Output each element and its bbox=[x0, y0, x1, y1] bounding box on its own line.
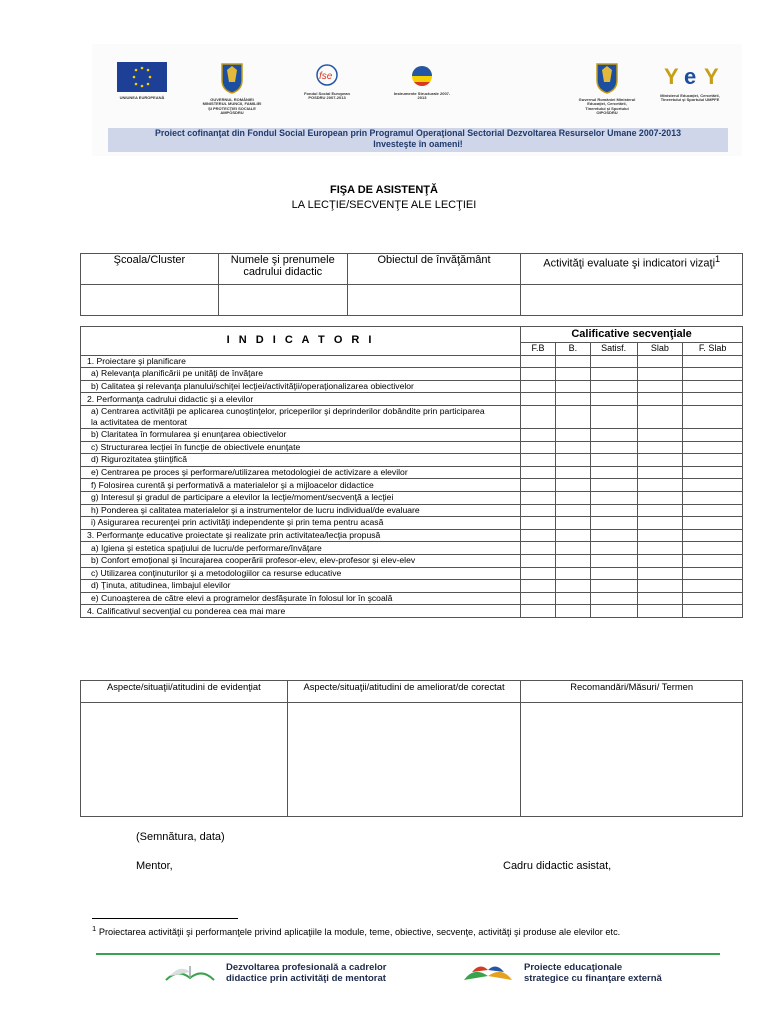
rating-cell bbox=[555, 393, 590, 406]
rating-cell[interactable] bbox=[555, 580, 590, 593]
rating-cell[interactable] bbox=[521, 466, 556, 479]
rating-cell[interactable] bbox=[637, 441, 683, 454]
rating-cell bbox=[683, 529, 743, 542]
activities-cell[interactable] bbox=[521, 285, 743, 316]
rating-cell[interactable] bbox=[555, 605, 590, 618]
romania-coat-logo bbox=[202, 62, 262, 116]
indicator-row bbox=[81, 567, 743, 580]
indicator-label: b) Claritatea în formularea şi enunţarea obiectivelor bbox=[81, 428, 521, 441]
logo-caption: Guvernul României Ministerul Educaţiei, Cercetării, Tineretului şi Sportului OIPOSDRU bbox=[578, 96, 636, 115]
indicator-section-label: 4. Calificativul secvenţial cu ponderea cea mai mare bbox=[81, 605, 521, 618]
rating-cell[interactable] bbox=[555, 405, 590, 428]
rating-cell bbox=[521, 393, 556, 406]
rating-cell[interactable] bbox=[555, 542, 590, 555]
rating-cell[interactable] bbox=[683, 491, 743, 504]
rating-cell[interactable] bbox=[683, 479, 743, 492]
rating-cell[interactable] bbox=[637, 605, 683, 618]
logo-caption: Instrumente Structurale 2007-2013 bbox=[393, 90, 451, 100]
rating-cell[interactable] bbox=[555, 479, 590, 492]
rating-cell[interactable] bbox=[683, 368, 743, 381]
rating-cell[interactable] bbox=[555, 466, 590, 479]
rating-cell[interactable] bbox=[683, 542, 743, 555]
indicators-table bbox=[80, 326, 743, 618]
rating-cell[interactable] bbox=[637, 542, 683, 555]
rating-cell[interactable] bbox=[521, 441, 556, 454]
rating-cell[interactable] bbox=[521, 554, 556, 567]
rating-cell[interactable] bbox=[590, 504, 637, 517]
rating-cell[interactable] bbox=[521, 491, 556, 504]
rating-cell bbox=[683, 393, 743, 406]
indicator-row bbox=[81, 368, 743, 381]
svg-text:fse: fse bbox=[319, 71, 333, 82]
indicator-section-label: 2. Performanţa cadrului didactic şi a elevilor bbox=[81, 393, 521, 406]
indicator-label: e) Centrarea pe proces şi performare/utilizarea metodologiei de activizare a elevilor bbox=[81, 466, 521, 479]
rating-cell[interactable] bbox=[683, 567, 743, 580]
rating-cell[interactable] bbox=[590, 491, 637, 504]
instrumente-logo bbox=[392, 62, 452, 101]
improve-aspects-cell[interactable] bbox=[287, 703, 521, 817]
improve-aspects-header: Aspecte/situaţii/atitudini de ameliorat/de corectat bbox=[287, 681, 521, 703]
rating-cell[interactable] bbox=[683, 454, 743, 467]
rating-cell[interactable] bbox=[590, 466, 637, 479]
open-book-icon bbox=[162, 960, 218, 984]
rating-cell bbox=[637, 393, 683, 406]
rating-cell[interactable] bbox=[555, 504, 590, 517]
teacher-name-cell[interactable] bbox=[218, 285, 347, 316]
coat-of-arms-icon bbox=[595, 62, 619, 94]
tagline-line2: Investeşte în oameni! bbox=[373, 139, 463, 149]
info-table bbox=[80, 253, 743, 316]
ministry-coat-logo bbox=[577, 62, 637, 116]
rating-cell[interactable] bbox=[637, 567, 683, 580]
assisted-teacher-label: Cadru didactic asistat, bbox=[503, 860, 612, 872]
rating-cell[interactable] bbox=[521, 479, 556, 492]
rating-cell[interactable] bbox=[555, 592, 590, 605]
footer-right-line2: strategice cu finanţare externă bbox=[524, 973, 662, 984]
logo-caption: GUVERNUL ROMÂNIEI MINISTERUL MUNCII, FAMILIEI ŞI PROTECŢIEI SOCIALE AMPOSDRU bbox=[202, 96, 262, 115]
rating-cell bbox=[637, 355, 683, 368]
rating-cell[interactable] bbox=[683, 441, 743, 454]
rating-cell[interactable] bbox=[521, 428, 556, 441]
school-cluster-header: Şcoala/Cluster bbox=[81, 254, 219, 285]
indicator-section-label: 1. Proiectare şi planificare bbox=[81, 355, 521, 368]
indicator-row bbox=[81, 605, 743, 618]
recommendations-header: Recomandări/Măsuri/ Termen bbox=[521, 681, 743, 703]
ratings-header: Calificative secvenţiale bbox=[521, 327, 743, 343]
indicator-row bbox=[81, 542, 743, 555]
rating-cell[interactable] bbox=[637, 554, 683, 567]
fse-icon bbox=[307, 62, 347, 88]
indicator-row bbox=[81, 529, 743, 542]
rating-cell[interactable] bbox=[521, 592, 556, 605]
rating-cell[interactable] bbox=[521, 567, 556, 580]
rating-cell[interactable] bbox=[637, 454, 683, 467]
highlight-aspects-cell[interactable] bbox=[81, 703, 288, 817]
logo-caption: UNIUNEA EUROPEANĂ bbox=[119, 94, 165, 100]
recommendations-cell[interactable] bbox=[521, 703, 743, 817]
footnote-divider bbox=[92, 918, 238, 919]
indicator-row bbox=[81, 454, 743, 467]
form-title: FIŞA DE ASISTENŢĂ bbox=[330, 184, 438, 196]
rating-cell[interactable] bbox=[555, 380, 590, 393]
rating-cell[interactable] bbox=[590, 517, 637, 530]
subject-header: Obiectul de învăţământ bbox=[347, 254, 521, 285]
activities-header bbox=[521, 254, 743, 285]
instrumente-icon bbox=[402, 62, 442, 88]
rating-cell[interactable] bbox=[590, 605, 637, 618]
rating-cell[interactable] bbox=[683, 554, 743, 567]
indicator-label: a) Centrarea activităţii pe aplicarea cunoştinţelor, priceperilor şi deprinderilor dobândite prin participarea la activitatea de mentorat bbox=[81, 405, 521, 428]
rating-cell[interactable] bbox=[637, 517, 683, 530]
footer-divider bbox=[96, 953, 720, 955]
rating-cell bbox=[683, 355, 743, 368]
tagline-line1: Proiect cofinanţat din Fondul Social European prin Programul Operaţional Sectorial Dezvoltarea Resurselor Umane 2007-2013 bbox=[154, 128, 681, 138]
footer-left-line2: didactice prin activităţi de mentorat bbox=[226, 973, 386, 984]
rating-cell[interactable] bbox=[521, 380, 556, 393]
indicators-header: I N D I C A T O R I bbox=[81, 327, 521, 356]
indicator-label: a) Igiena şi estetica spaţiului de lucru/de performare/învăţare bbox=[81, 542, 521, 555]
indicator-row bbox=[81, 393, 743, 406]
indicator-row bbox=[81, 441, 743, 454]
indicator-row bbox=[81, 405, 743, 428]
fse-logo bbox=[297, 62, 357, 101]
indicator-row bbox=[81, 580, 743, 593]
indicator-label: i) Asigurarea recurenţei prin activităţi independente şi prin tema pentru acasă bbox=[81, 517, 521, 530]
logo-caption: Fondul Social European POSDRU 2007-2013 bbox=[304, 90, 350, 100]
indicator-label: a) Relevanţa planificării pe unităţi de învăţare bbox=[81, 368, 521, 381]
indicator-label: h) Ponderea şi calitatea materialelor şi a instrumentelor de lucru individual/de evaluare bbox=[81, 504, 521, 517]
svg-text:Y: Y bbox=[704, 64, 719, 89]
rating-cell[interactable] bbox=[555, 554, 590, 567]
indicator-row bbox=[81, 517, 743, 530]
rating-cell[interactable] bbox=[590, 479, 637, 492]
svg-text:Y: Y bbox=[664, 64, 679, 89]
rating-cell[interactable] bbox=[683, 580, 743, 593]
indicator-row bbox=[81, 504, 743, 517]
rating-cell[interactable] bbox=[590, 592, 637, 605]
rating-cell[interactable] bbox=[637, 479, 683, 492]
teacher-name-header: Numele şi prenumele cadrului didactic bbox=[218, 254, 347, 285]
rating-cell[interactable] bbox=[555, 517, 590, 530]
rating-header-3: Slab bbox=[637, 343, 683, 356]
rating-cell[interactable] bbox=[521, 517, 556, 530]
indicator-label: c) Structurarea lecţiei în funcţie de obiectivele enunţate bbox=[81, 441, 521, 454]
rating-cell[interactable] bbox=[590, 554, 637, 567]
highlight-aspects-header: Aspecte/situaţii/atitudini de evidenţiat bbox=[81, 681, 288, 703]
rating-cell bbox=[590, 529, 637, 542]
umpfe-logo bbox=[660, 62, 730, 103]
rating-cell[interactable] bbox=[590, 380, 637, 393]
rating-cell bbox=[521, 355, 556, 368]
activities-label: Activităţi evaluate şi indicatori vizaţi bbox=[543, 257, 716, 270]
rating-cell[interactable] bbox=[590, 454, 637, 467]
indicator-row bbox=[81, 479, 743, 492]
rating-cell bbox=[555, 355, 590, 368]
footer-left-line1: Dezvoltarea profesională a cadrelor bbox=[226, 962, 387, 973]
rating-cell[interactable] bbox=[521, 542, 556, 555]
coat-of-arms-icon bbox=[220, 62, 244, 94]
rating-cell[interactable] bbox=[637, 592, 683, 605]
rating-cell bbox=[555, 529, 590, 542]
indicator-section-label: 3. Performanţe educative proiectate şi realizate prin activitatea/lecţia propusă bbox=[81, 529, 521, 542]
indicator-label: c) Utilizarea conţinuturilor şi a metodologiilor ca resurse educative bbox=[81, 567, 521, 580]
indicator-row bbox=[81, 592, 743, 605]
umpfe-icon bbox=[660, 62, 730, 90]
rating-header-1: B. bbox=[555, 343, 590, 356]
indicator-label: b) Confort emoţional şi încurajarea cooperării profesor-elev, elev-profesor şi elev-elev bbox=[81, 554, 521, 567]
rating-cell[interactable] bbox=[590, 580, 637, 593]
rating-cell[interactable] bbox=[590, 542, 637, 555]
rating-cell bbox=[590, 393, 637, 406]
indicator-label: b) Calitatea şi relevanţa planului/schiţei lecţiei/activităţii/operaţionalizarea obiectivelor bbox=[81, 380, 521, 393]
rating-cell[interactable] bbox=[555, 491, 590, 504]
rating-cell[interactable] bbox=[637, 428, 683, 441]
footer-right-line1: Proiecte educaţionale bbox=[524, 962, 623, 973]
rating-header-4: F. Slab bbox=[683, 343, 743, 356]
signature-date-label: (Semnătura, data) bbox=[136, 831, 225, 843]
rating-header-2: Satisf. bbox=[590, 343, 637, 356]
rating-cell[interactable] bbox=[521, 368, 556, 381]
rating-cell[interactable] bbox=[683, 380, 743, 393]
footnote-mark: 1 bbox=[92, 924, 97, 933]
rating-cell[interactable] bbox=[637, 466, 683, 479]
footnote bbox=[92, 924, 620, 937]
rating-cell[interactable] bbox=[521, 504, 556, 517]
rating-cell[interactable] bbox=[637, 368, 683, 381]
rating-cell[interactable] bbox=[637, 405, 683, 428]
rating-cell[interactable] bbox=[683, 592, 743, 605]
indicator-row bbox=[81, 380, 743, 393]
indicator-label: d) Rigurozitatea ştiinţifică bbox=[81, 454, 521, 467]
header-banner bbox=[92, 44, 742, 156]
indicator-label: f) Folosirea curentă şi performativă a materialelor şi a mijloacelor didactice bbox=[81, 479, 521, 492]
aspects-table bbox=[80, 680, 743, 817]
rating-cell[interactable] bbox=[683, 428, 743, 441]
indicator-label: d) Ţinuta, atitudinea, limbajul elevilor bbox=[81, 580, 521, 593]
rating-cell bbox=[637, 529, 683, 542]
rating-cell bbox=[521, 529, 556, 542]
rating-cell[interactable] bbox=[590, 441, 637, 454]
eu-flag-icon bbox=[117, 62, 167, 92]
banner-tagline bbox=[108, 128, 728, 152]
rating-cell[interactable] bbox=[637, 380, 683, 393]
rating-cell[interactable] bbox=[683, 517, 743, 530]
rating-cell[interactable] bbox=[521, 580, 556, 593]
rating-cell[interactable] bbox=[555, 368, 590, 381]
rating-cell[interactable] bbox=[555, 441, 590, 454]
eu-flag-logo bbox=[112, 62, 172, 100]
indicator-row bbox=[81, 554, 743, 567]
subject-cell[interactable] bbox=[347, 285, 521, 316]
rating-cell[interactable] bbox=[521, 454, 556, 467]
rating-cell[interactable] bbox=[590, 428, 637, 441]
rating-cell[interactable] bbox=[555, 428, 590, 441]
footnote-text: Proiectarea activităţii şi performanţele privind aplicaţiile la module, teme, obiective, secvenţe, activităţi şi produse ale elevilor etc. bbox=[98, 927, 621, 938]
indicator-row bbox=[81, 466, 743, 479]
indicator-label: g) Interesul şi gradul de participare a elevilor la lecţie/moment/secvenţă a lecţiei bbox=[81, 491, 521, 504]
rating-cell bbox=[590, 355, 637, 368]
rating-cell[interactable] bbox=[521, 605, 556, 618]
colored-book-icon bbox=[460, 960, 516, 984]
rating-cell[interactable] bbox=[683, 504, 743, 517]
rating-cell[interactable] bbox=[590, 567, 637, 580]
svg-text:e: e bbox=[684, 64, 697, 89]
indicator-row bbox=[81, 355, 743, 368]
rating-cell[interactable] bbox=[555, 454, 590, 467]
rating-cell[interactable] bbox=[637, 491, 683, 504]
indicator-label: e) Cunoaşterea de către elevi a programelor desfăşurate în folosul lor în şcoală bbox=[81, 592, 521, 605]
rating-cell[interactable] bbox=[683, 466, 743, 479]
mentor-label: Mentor, bbox=[136, 860, 173, 872]
rating-cell[interactable] bbox=[590, 405, 637, 428]
indicator-row bbox=[81, 428, 743, 441]
rating-cell[interactable] bbox=[683, 405, 743, 428]
rating-cell[interactable] bbox=[521, 405, 556, 428]
rating-cell[interactable] bbox=[637, 580, 683, 593]
logo-caption: Ministerul Educaţiei, Cercetării, Tineretului şi Sportului UMPFE bbox=[660, 92, 720, 102]
rating-cell[interactable] bbox=[683, 605, 743, 618]
school-cluster-cell[interactable] bbox=[81, 285, 219, 316]
rating-cell[interactable] bbox=[637, 504, 683, 517]
footnote-ref: 1 bbox=[715, 254, 721, 264]
indicator-row bbox=[81, 491, 743, 504]
rating-header-0: F.B bbox=[521, 343, 556, 356]
rating-cell[interactable] bbox=[555, 567, 590, 580]
rating-cell[interactable] bbox=[590, 368, 637, 381]
form-subtitle: LA LECŢIE/SECVENŢE ALE LECŢIEI bbox=[291, 199, 477, 211]
